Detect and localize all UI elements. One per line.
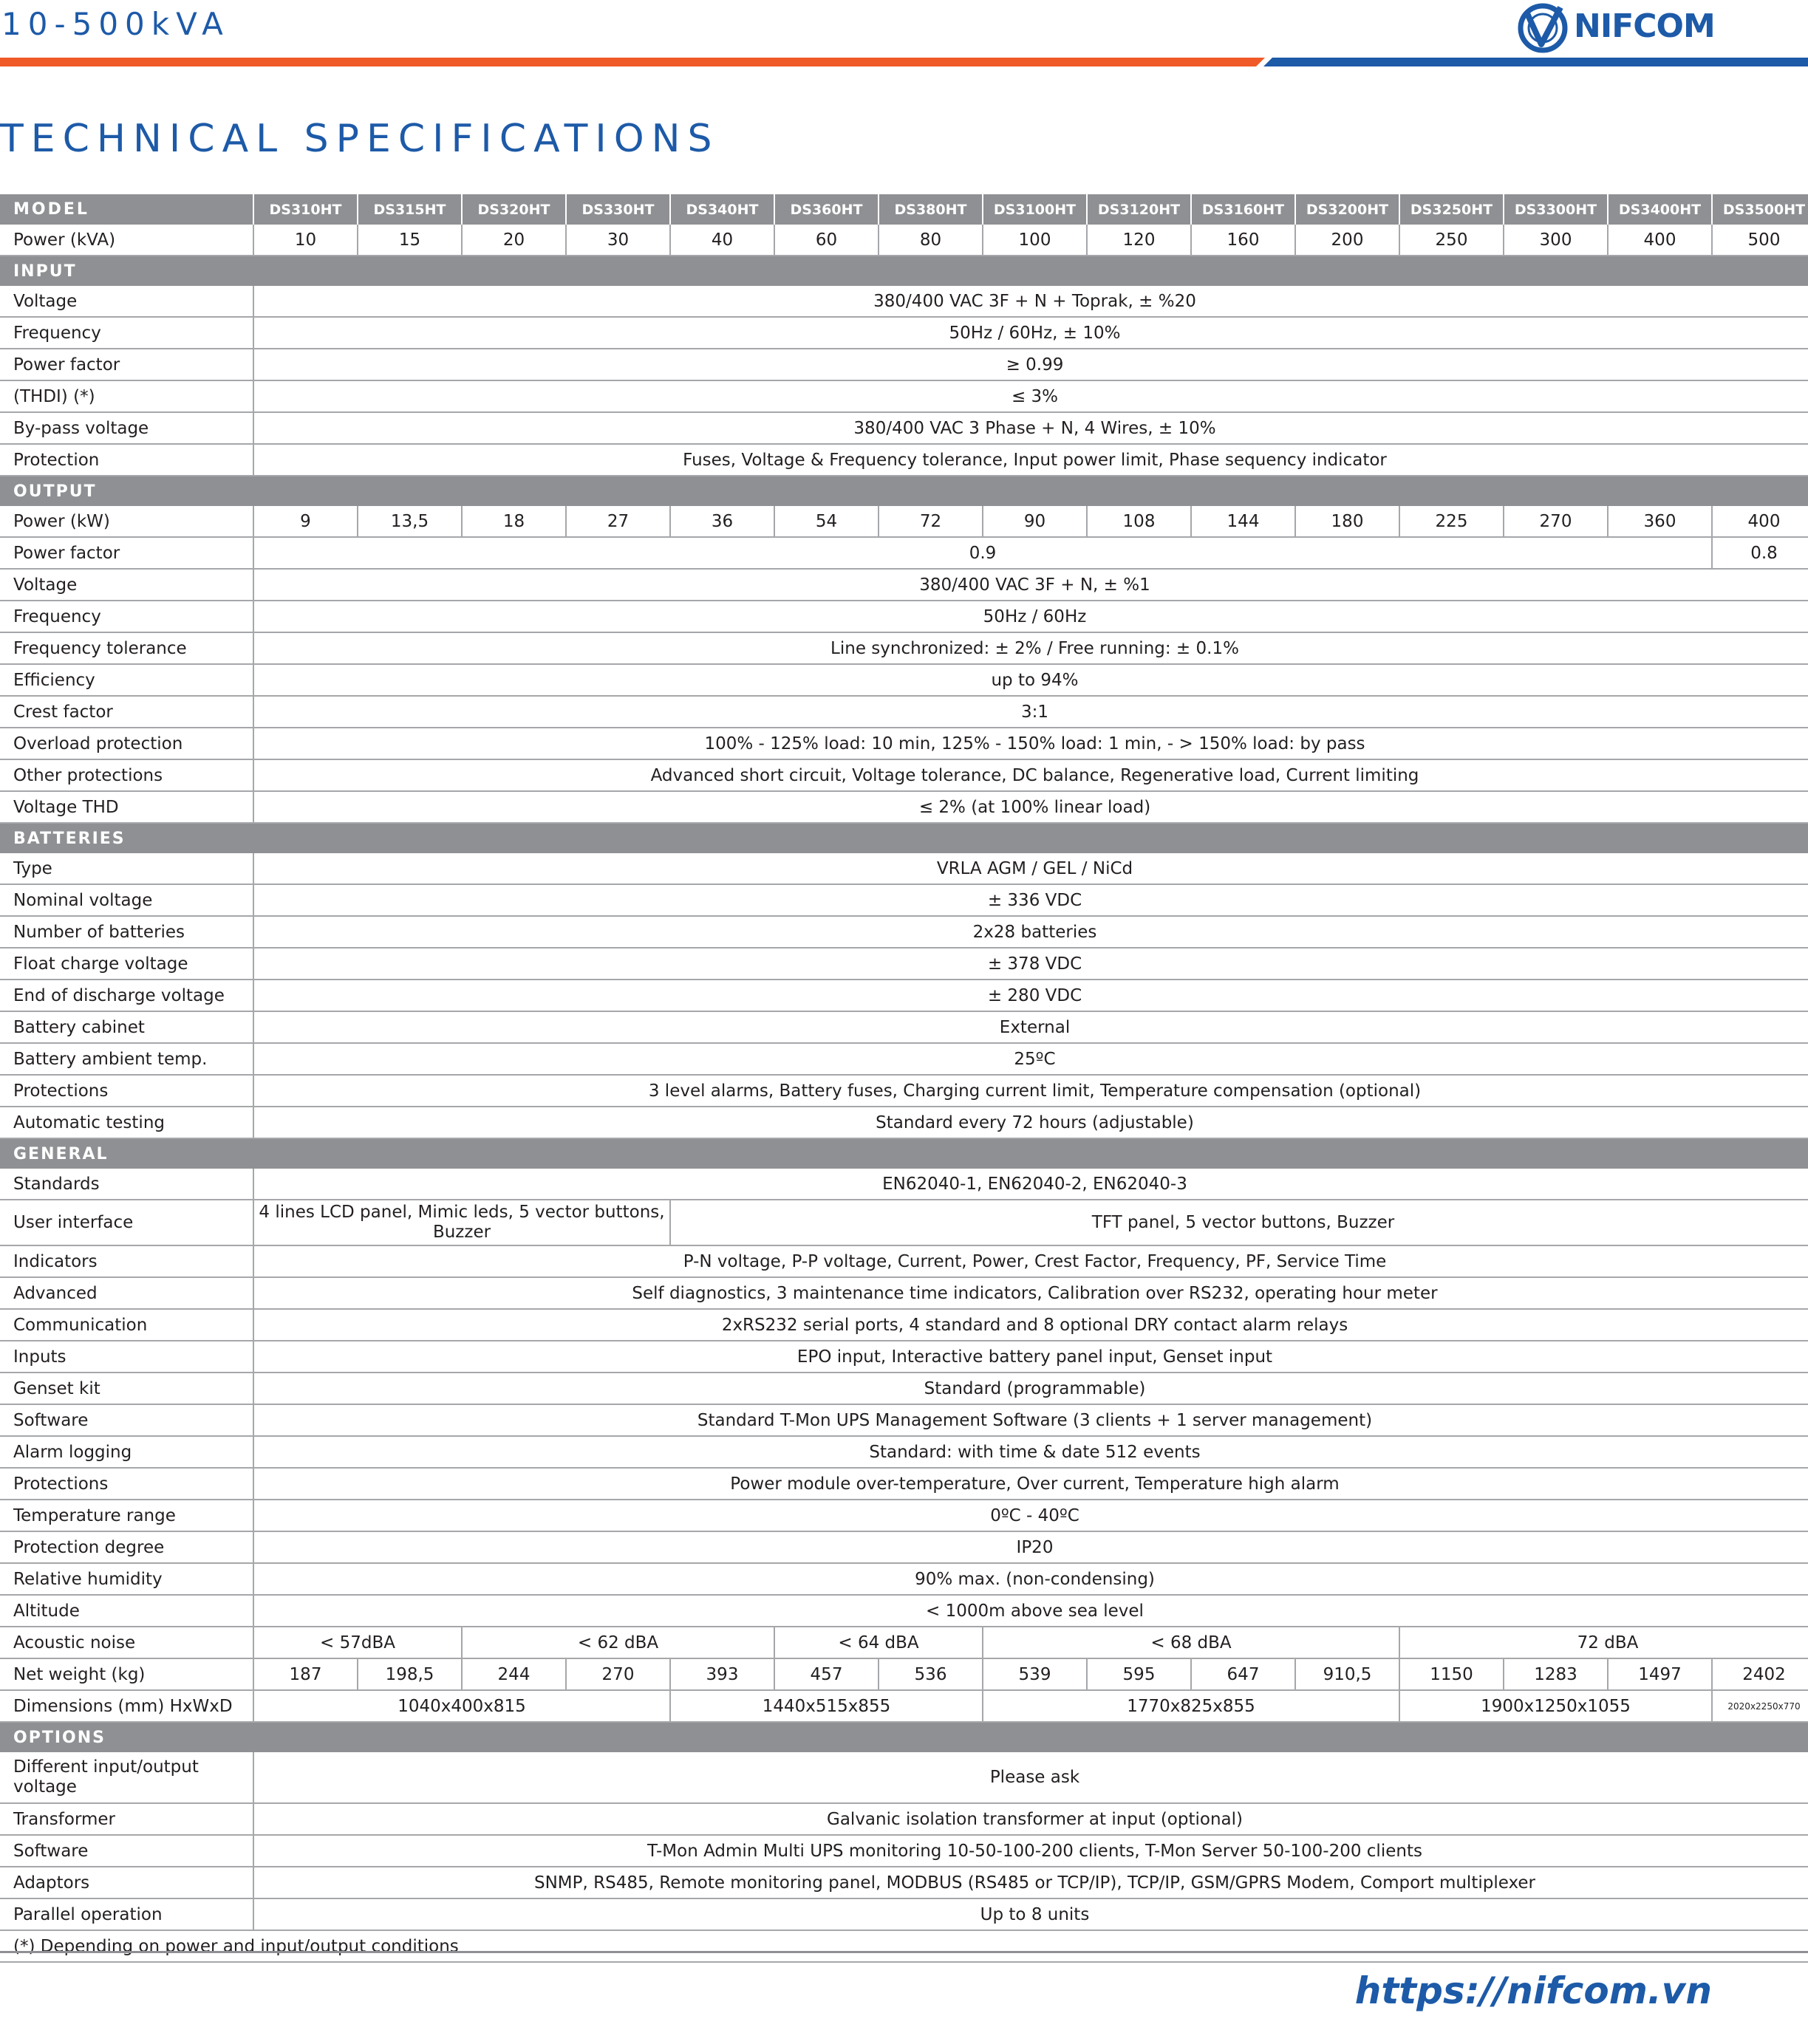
- section-output: [0, 476, 1808, 506]
- power-kva-cell: 120: [1087, 225, 1191, 256]
- row-label: Protection: [0, 444, 253, 476]
- weight-cell: 539: [983, 1658, 1087, 1690]
- row-value: 100% - 125% load: 10 min, 125% - 150% load: 1 min, - > 150% load: by pass: [253, 728, 1808, 759]
- weight-cell: 536: [879, 1658, 983, 1690]
- model-cell: DS360HT: [774, 194, 879, 225]
- power-kw-cell: 13,5: [358, 506, 462, 537]
- spec-row: [0, 349, 1808, 380]
- model-cell: DS3300HT: [1504, 194, 1608, 225]
- row-label: Other protections: [0, 759, 253, 791]
- weight-cell: 270: [566, 1658, 670, 1690]
- header-range: 10-500kVA: [1, 6, 230, 42]
- row-value: TFT panel, 5 vector buttons, Buzzer: [670, 1200, 1808, 1245]
- spec-row: [0, 1563, 1808, 1595]
- row-label: Nominal voltage: [0, 884, 253, 916]
- weight-cell: 910,5: [1295, 1658, 1399, 1690]
- row-label: Protections: [0, 1075, 253, 1107]
- power-kva-cell: 250: [1399, 225, 1504, 256]
- power-kva-cell: 10: [253, 225, 358, 256]
- spec-row: [0, 759, 1808, 791]
- model-cell: DS3500HT: [1712, 194, 1808, 225]
- nifcom-logo: [1515, 0, 1736, 59]
- row-value: EPO input, Interactive battery panel input, Genset input: [253, 1341, 1808, 1373]
- row-value: Standard: with time & date 512 events: [253, 1436, 1808, 1468]
- row-label: Temperature range: [0, 1500, 253, 1531]
- row-label: Power (kVA): [0, 225, 253, 256]
- row-label: (THDI) (*): [0, 380, 253, 412]
- section-title: OPTIONS: [0, 1722, 1808, 1752]
- spec-row: [0, 916, 1808, 948]
- row-label: Adaptors: [0, 1867, 253, 1898]
- model-cell: DS320HT: [462, 194, 566, 225]
- row-value: 3 level alarms, Battery fuses, Charging current limit, Temperature compensation (optional): [253, 1075, 1808, 1107]
- section-options: [0, 1722, 1808, 1752]
- row-value: T-Mon Admin Multi UPS monitoring 10-50-100-200 clients, T-Mon Server 50-100-200 clients: [253, 1835, 1808, 1867]
- power-kva-cell: 200: [1295, 225, 1399, 256]
- row-label: Battery cabinet: [0, 1011, 253, 1043]
- weight-cell: 1283: [1504, 1658, 1608, 1690]
- row-label: Voltage: [0, 286, 253, 317]
- row-label: Float charge voltage: [0, 948, 253, 980]
- net-weight-row: [0, 1658, 1808, 1690]
- row-value: 50Hz / 60Hz, ± 10%: [253, 317, 1808, 349]
- model-cell: DS310HT: [253, 194, 358, 225]
- model-cell: DS315HT: [358, 194, 462, 225]
- row-label: Advanced: [0, 1277, 253, 1309]
- spec-row: [0, 1468, 1808, 1500]
- spec-row: [0, 1075, 1808, 1107]
- row-value: Line synchronized: ± 2% / Free running: ± 0.1%: [253, 632, 1808, 664]
- power-kva-cell: 500: [1712, 225, 1808, 256]
- row-value: 0.8: [1712, 537, 1808, 569]
- row-value: Standard T-Mon UPS Management Software (3 clients + 1 server management): [253, 1404, 1808, 1436]
- page-title: TECHNICAL SPECIFICATIONS: [0, 117, 720, 161]
- spec-row: [0, 948, 1808, 980]
- spec-row: [0, 853, 1808, 884]
- logo-text: NIFCOM: [1574, 7, 1715, 45]
- power-kw-cell: 72: [879, 506, 983, 537]
- spec-row: [0, 696, 1808, 728]
- power-kw-cell: 54: [774, 506, 879, 537]
- row-value: ≤ 2% (at 100% linear load): [253, 791, 1808, 823]
- row-value: P-N voltage, P-P voltage, Current, Power, Crest Factor, Frequency, PF, Service Time: [253, 1245, 1808, 1277]
- model-cell: DS380HT: [879, 194, 983, 225]
- row-label: Type: [0, 853, 253, 884]
- spec-row: [0, 980, 1808, 1011]
- row-label: Alarm logging: [0, 1436, 253, 1468]
- row-label: Communication: [0, 1309, 253, 1341]
- model-cell: DS3120HT: [1087, 194, 1191, 225]
- power-kw-cell: 180: [1295, 506, 1399, 537]
- website-link[interactable]: https://nifcom.vn: [1354, 1969, 1712, 2012]
- power-kva-cell: 160: [1191, 225, 1295, 256]
- row-value: Power module over-temperature, Over current, Temperature high alarm: [253, 1468, 1808, 1500]
- spec-row: [0, 1803, 1808, 1835]
- weight-cell: 244: [462, 1658, 566, 1690]
- power-kw-cell: 360: [1608, 506, 1712, 537]
- row-value: ± 280 VDC: [253, 980, 1808, 1011]
- spec-row: [0, 664, 1808, 696]
- row-label: Power factor: [0, 349, 253, 380]
- footnote-row: [0, 1930, 1808, 1962]
- spec-row: [0, 444, 1808, 476]
- power-kw-cell: 270: [1504, 506, 1608, 537]
- row-value: 380/400 VAC 3F + N + Toprak, ± %20: [253, 286, 1808, 317]
- spec-row: [0, 1011, 1808, 1043]
- power-kw-cell: 225: [1399, 506, 1504, 537]
- dimension-cell: 2020x2250x770: [1712, 1690, 1808, 1722]
- row-label: Indicators: [0, 1245, 253, 1277]
- row-value: ± 378 VDC: [253, 948, 1808, 980]
- row-label: Power factor: [0, 537, 253, 569]
- spec-row: [0, 1835, 1808, 1867]
- row-value: 50Hz / 60Hz: [253, 601, 1808, 632]
- noise-cell: 72 dBA: [1399, 1627, 1808, 1658]
- power-kw-cell: 36: [670, 506, 774, 537]
- spec-row: [0, 286, 1808, 317]
- row-label: Relative humidity: [0, 1563, 253, 1595]
- row-label: Number of batteries: [0, 916, 253, 948]
- spec-table-body: [0, 194, 1808, 1962]
- power-kw-cell: 18: [462, 506, 566, 537]
- row-label: Net weight (kg): [0, 1658, 253, 1690]
- power-factor-row: [0, 537, 1808, 569]
- acoustic-noise-row: [0, 1627, 1808, 1658]
- spec-row: [0, 1043, 1808, 1075]
- spec-row: [0, 1107, 1808, 1138]
- weight-cell: 393: [670, 1658, 774, 1690]
- section-title: GENERAL: [0, 1138, 1808, 1169]
- row-value: ± 336 VDC: [253, 884, 1808, 916]
- weight-cell: 187: [253, 1658, 358, 1690]
- dimension-cell: 1770x825x855: [983, 1690, 1399, 1722]
- spec-row: [0, 1500, 1808, 1531]
- weight-cell: 647: [1191, 1658, 1295, 1690]
- row-value: IP20: [253, 1531, 1808, 1563]
- spec-row: [0, 1309, 1808, 1341]
- row-label: Frequency: [0, 601, 253, 632]
- row-label: Software: [0, 1835, 253, 1867]
- row-label: Frequency tolerance: [0, 632, 253, 664]
- power-kw-cell: 9: [253, 506, 358, 537]
- weight-cell: 198,5: [358, 1658, 462, 1690]
- row-label: Software: [0, 1404, 253, 1436]
- dimension-cell: 1040x400x815: [253, 1690, 670, 1722]
- model-row: [0, 194, 1808, 225]
- spec-row: [0, 569, 1808, 601]
- row-value: Fuses, Voltage & Frequency tolerance, Input power limit, Phase sequency indicator: [253, 444, 1808, 476]
- row-label: Acoustic noise: [0, 1627, 253, 1658]
- row-label: Battery ambient temp.: [0, 1043, 253, 1075]
- standards-row: [0, 1169, 1808, 1200]
- power-kw-cell: 90: [983, 506, 1087, 537]
- row-value: 0ºC - 40ºC: [253, 1500, 1808, 1531]
- row-label: Genset kit: [0, 1373, 253, 1404]
- weight-cell: 2402: [1712, 1658, 1808, 1690]
- row-value: Standard every 72 hours (adjustable): [253, 1107, 1808, 1138]
- row-label: Parallel operation: [0, 1898, 253, 1930]
- noise-cell: < 62 dBA: [462, 1627, 774, 1658]
- row-label: Standards: [0, 1169, 253, 1200]
- noise-cell: < 57dBA: [253, 1627, 462, 1658]
- spec-row: [0, 1436, 1808, 1468]
- row-value: VRLA AGM / GEL / NiCd: [253, 853, 1808, 884]
- power-kva-cell: 60: [774, 225, 879, 256]
- section-title: INPUT: [0, 256, 1808, 286]
- row-label: Inputs: [0, 1341, 253, 1373]
- model-cell: DS3100HT: [983, 194, 1087, 225]
- dimension-cell: 1440x515x855: [670, 1690, 983, 1722]
- power-kw-cell: 27: [566, 506, 670, 537]
- power-kva-row: [0, 225, 1808, 256]
- spec-row: [0, 1277, 1808, 1309]
- row-value: 4 lines LCD panel, Mimic leds, 5 vector buttons, Buzzer: [253, 1200, 670, 1245]
- model-cell: DS3400HT: [1608, 194, 1712, 225]
- row-label: User interface: [0, 1200, 253, 1245]
- spec-row: [0, 1404, 1808, 1436]
- model-cell: DS3200HT: [1295, 194, 1399, 225]
- power-kw-row: [0, 506, 1808, 537]
- spec-row: [0, 412, 1808, 444]
- spec-row: [0, 1898, 1808, 1930]
- row-value: 380/400 VAC 3F + N, ± %1: [253, 569, 1808, 601]
- row-label: Protection degree: [0, 1531, 253, 1563]
- model-cell: DS340HT: [670, 194, 774, 225]
- noise-cell: < 64 dBA: [774, 1627, 983, 1658]
- spec-row: [0, 1245, 1808, 1277]
- row-label: Altitude: [0, 1595, 253, 1627]
- row-label: Voltage: [0, 569, 253, 601]
- row-label: Automatic testing: [0, 1107, 253, 1138]
- section-general: [0, 1138, 1808, 1169]
- row-value: ≥ 0.99: [253, 349, 1808, 380]
- spec-row: [0, 1531, 1808, 1563]
- row-value: Advanced short circuit, Voltage tolerance, DC balance, Regenerative load, Current limiting: [253, 759, 1808, 791]
- power-kva-cell: 100: [983, 225, 1087, 256]
- power-kva-cell: 40: [670, 225, 774, 256]
- row-value: 0.9: [253, 537, 1712, 569]
- power-kw-cell: 400: [1712, 506, 1808, 537]
- section-title: BATTERIES: [0, 823, 1808, 853]
- row-value: 2x28 batteries: [253, 916, 1808, 948]
- logo-mark-icon: [1515, 0, 1572, 59]
- row-label: Voltage THD: [0, 791, 253, 823]
- spec-row: [0, 632, 1808, 664]
- section-batteries: [0, 823, 1808, 853]
- row-value: ≤ 3%: [253, 380, 1808, 412]
- row-value: Galvanic isolation transformer at input (optional): [253, 1803, 1808, 1835]
- weight-cell: 1497: [1608, 1658, 1712, 1690]
- power-kva-cell: 30: [566, 225, 670, 256]
- power-kva-cell: 20: [462, 225, 566, 256]
- row-label: Frequency: [0, 317, 253, 349]
- row-value: External: [253, 1011, 1808, 1043]
- header-stripe: [0, 55, 1808, 69]
- row-value: 3:1: [253, 696, 1808, 728]
- row-label: Transformer: [0, 1803, 253, 1835]
- power-kw-cell: 108: [1087, 506, 1191, 537]
- spec-row: [0, 791, 1808, 823]
- row-label: Efficiency: [0, 664, 253, 696]
- spec-row: [0, 1373, 1808, 1404]
- footer-divider: [0, 1951, 1808, 1953]
- row-label: Crest factor: [0, 696, 253, 728]
- row-value: up to 94%: [253, 664, 1808, 696]
- weight-cell: 1150: [1399, 1658, 1504, 1690]
- power-kva-cell: 80: [879, 225, 983, 256]
- power-kva-cell: 300: [1504, 225, 1608, 256]
- row-value: SNMP, RS485, Remote monitoring panel, MODBUS (RS485 or TCP/IP), TCP/IP, GSM/GPRS Modem, Comport multiplexer: [253, 1867, 1808, 1898]
- user-interface-row: [0, 1200, 1808, 1245]
- row-label: By-pass voltage: [0, 412, 253, 444]
- model-cell: DS3250HT: [1399, 194, 1504, 225]
- row-label: Dimensions (mm) HxWxD: [0, 1690, 253, 1722]
- footnote: (*) Depending on power and input/output conditions: [0, 1930, 1808, 1962]
- row-value: Up to 8 units: [253, 1898, 1808, 1930]
- dimension-cell: 1900x1250x1055: [1399, 1690, 1712, 1722]
- row-label: Different input/output voltage: [0, 1752, 253, 1803]
- spec-table: [0, 194, 1808, 1963]
- spec-row: [0, 728, 1808, 759]
- power-kw-cell: 144: [1191, 506, 1295, 537]
- section-input: [0, 256, 1808, 286]
- model-cell: DS330HT: [566, 194, 670, 225]
- row-value: 380/400 VAC 3 Phase + N, 4 Wires, ± 10%: [253, 412, 1808, 444]
- row-value: Self diagnostics, 3 maintenance time indicators, Calibration over RS232, operating hour meter: [253, 1277, 1808, 1309]
- spec-row: [0, 1867, 1808, 1898]
- spec-row: [0, 601, 1808, 632]
- spec-row: [0, 380, 1808, 412]
- model-label: MODEL: [0, 194, 253, 225]
- dimensions-row: [0, 1690, 1808, 1722]
- weight-cell: 457: [774, 1658, 879, 1690]
- different-voltage-row: [0, 1752, 1808, 1803]
- row-value: 90% max. (non-condensing): [253, 1563, 1808, 1595]
- row-value: Standard (programmable): [253, 1373, 1808, 1404]
- row-value: EN62040-1, EN62040-2, EN62040-3: [253, 1169, 1808, 1200]
- row-value: Please ask: [253, 1752, 1808, 1803]
- row-label: End of discharge voltage: [0, 980, 253, 1011]
- row-label: Overload protection: [0, 728, 253, 759]
- spec-row: [0, 884, 1808, 916]
- row-label: Power (kW): [0, 506, 253, 537]
- section-title: OUTPUT: [0, 476, 1808, 506]
- spec-row: [0, 1341, 1808, 1373]
- row-value: 25ºC: [253, 1043, 1808, 1075]
- spec-row: [0, 1595, 1808, 1627]
- spec-row: [0, 317, 1808, 349]
- model-cell: DS3160HT: [1191, 194, 1295, 225]
- power-kva-cell: 400: [1608, 225, 1712, 256]
- power-kva-cell: 15: [358, 225, 462, 256]
- row-value: < 1000m above sea level: [253, 1595, 1808, 1627]
- row-value: 2xRS232 serial ports, 4 standard and 8 optional DRY contact alarm relays: [253, 1309, 1808, 1341]
- noise-cell: < 68 dBA: [983, 1627, 1399, 1658]
- weight-cell: 595: [1087, 1658, 1191, 1690]
- row-label: Protections: [0, 1468, 253, 1500]
